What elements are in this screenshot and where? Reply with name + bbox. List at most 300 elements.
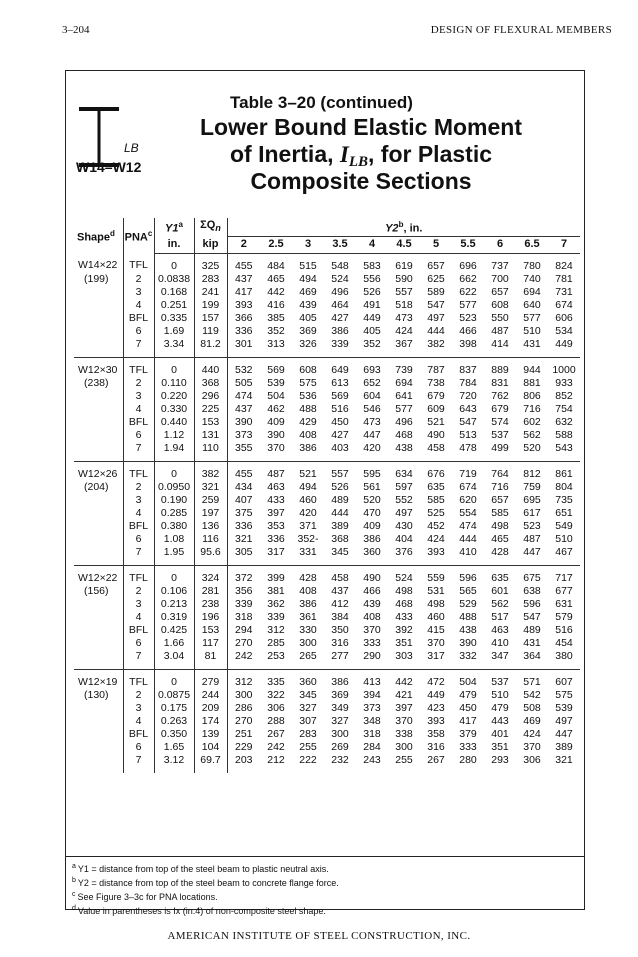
ilb-cell: 203 xyxy=(234,753,253,766)
ilb-cell: 409 xyxy=(267,415,285,428)
pna-cell: 4 xyxy=(123,507,154,520)
ilb-cell: 330 xyxy=(299,623,317,636)
pna-cell: 3 xyxy=(123,598,154,611)
shape-cell: W12×26 xyxy=(74,461,123,481)
ilb-cell: 525 xyxy=(427,506,445,519)
shape-cell xyxy=(74,754,123,773)
ilb-cell: 516 xyxy=(555,623,573,636)
ilb-cell: 577 xyxy=(395,402,413,415)
pna-cell: BFL xyxy=(123,416,154,429)
ilb-cell: 442 xyxy=(395,675,413,688)
sumqn-cell: 209 xyxy=(194,702,227,715)
ilb-cell: 371 xyxy=(299,519,317,532)
table-row xyxy=(74,286,580,299)
table-row xyxy=(74,273,580,286)
table-row xyxy=(74,403,580,416)
ilb-cell: 335 xyxy=(267,675,285,688)
ilb-cell: 675 xyxy=(523,571,541,584)
sumqn-cell: 131 xyxy=(194,429,227,442)
y1-cell: 0.330 xyxy=(154,403,194,416)
ilb-cell: 468 xyxy=(395,597,413,610)
ilb-cell: 504 xyxy=(267,389,285,402)
footnote: $^b$ Y2 = distance from top of the steel beam to concrete flange force. xyxy=(72,877,339,888)
sumqn-cell: 69.7 xyxy=(194,754,227,773)
table-row xyxy=(74,357,580,377)
ilb-cell: 386 xyxy=(299,597,317,610)
ilb-cell: 269 xyxy=(331,740,349,753)
ilb-cell: 277 xyxy=(324,650,356,670)
table-title-line3: Composite Sections xyxy=(250,168,472,194)
ilb-cell: 368 xyxy=(331,532,349,545)
ilb-cell: 267 xyxy=(427,753,445,766)
ilb-cell: 338 xyxy=(395,727,413,740)
col-y2-value: 7 xyxy=(548,236,580,253)
footnote: $^c$ See Figure 3–3c for PNA locations. xyxy=(72,891,218,902)
shape-cell xyxy=(74,494,123,507)
ilb-cell: 595 xyxy=(363,467,381,480)
ilb-cell: 336 xyxy=(234,324,253,337)
ilb-cell: 397 xyxy=(267,506,285,519)
ilb-cell: 285 xyxy=(267,636,285,649)
ilb-cell: 417 xyxy=(459,714,477,727)
ilb-symbol: $I_{LB}$ xyxy=(339,142,369,170)
ilb-cell: 484 xyxy=(267,259,285,272)
ilb-cell: 339 xyxy=(324,338,356,358)
shape-cell: W12×22 xyxy=(74,565,123,585)
col-pna: PNA$^c$ xyxy=(123,218,154,253)
ilb-cell: 933 xyxy=(555,376,573,389)
ilb-cell: 579 xyxy=(555,610,573,623)
y1-cell: 0.110 xyxy=(154,377,194,390)
col-shape: Shape$^d$ xyxy=(74,218,123,253)
ilb-cell: 397 xyxy=(395,701,413,714)
ilb-cell: 1000 xyxy=(552,363,576,376)
ilb-cell: 407 xyxy=(234,493,253,506)
ilb-cell: 473 xyxy=(363,415,381,428)
ilb-cell: 489 xyxy=(523,623,541,636)
ilb-cell: 569 xyxy=(331,389,349,402)
footnote: $^d$ Value in parentheses is Ix (in.4) of non-composite steel shape. xyxy=(72,905,326,916)
ilb-cell: 532 xyxy=(234,363,253,376)
ilb-cell: 318 xyxy=(363,727,381,740)
ilb-cell: 370 xyxy=(395,714,413,727)
ilb-cell: 466 xyxy=(363,584,381,597)
ilb-cell: 607 xyxy=(555,675,573,688)
ilb-cell: 488 xyxy=(459,610,477,623)
ilb-cell: 720 xyxy=(459,389,477,402)
ilb-cell: 369 xyxy=(299,324,317,337)
pna-cell: 3 xyxy=(123,702,154,715)
ilb-cell: 837 xyxy=(459,363,477,376)
shape-cell xyxy=(74,442,123,462)
ilb-cell: 393 xyxy=(234,298,253,311)
shape-cell xyxy=(74,520,123,533)
sumqn-cell: 117 xyxy=(194,637,227,650)
pna-cell: 3 xyxy=(123,286,154,299)
sumqn-cell: 225 xyxy=(194,403,227,416)
y1-cell: 0 xyxy=(154,461,194,481)
ilb-cell: 781 xyxy=(555,272,573,285)
pna-cell: TFL xyxy=(123,253,154,273)
ilb-cell: 554 xyxy=(459,506,477,519)
table-row xyxy=(74,299,580,312)
ilb-cell: 676 xyxy=(427,467,445,480)
ilb-cell: 634 xyxy=(395,467,413,480)
pna-cell: TFL xyxy=(123,669,154,689)
col-y2-value: 3 xyxy=(292,236,324,253)
y1-cell: 0.285 xyxy=(154,507,194,520)
ilb-cell: 470 xyxy=(363,506,381,519)
ilb-cell: 679 xyxy=(491,402,509,415)
ilb-cell: 345 xyxy=(299,688,317,701)
ilb-cell: 657 xyxy=(427,259,445,272)
ilb-cell: 489 xyxy=(331,493,349,506)
table-row xyxy=(74,429,580,442)
y1-cell: 0.0875 xyxy=(154,689,194,702)
ilb-cell: 389 xyxy=(331,519,349,532)
sumqn-cell: 81 xyxy=(194,650,227,670)
ilb-cell: 455 xyxy=(234,467,253,480)
y1-cell: 1.65 xyxy=(154,741,194,754)
ilb-cell: 497 xyxy=(555,714,573,727)
table-row xyxy=(74,312,580,325)
table-row xyxy=(74,520,580,533)
ilb-cell: 390 xyxy=(267,428,285,441)
ilb-cell: 450 xyxy=(331,415,349,428)
ilb-cell: 288 xyxy=(267,714,285,727)
ilb-cell: 557 xyxy=(395,285,413,298)
ilb-cell: 449 xyxy=(427,688,445,701)
ilb-cell: 376 xyxy=(388,546,420,566)
shape-range: W14–W12 xyxy=(76,159,142,175)
ilb-cell: 447 xyxy=(555,727,573,740)
ilb-cell: 349 xyxy=(331,701,349,714)
ilb-cell: 473 xyxy=(395,311,413,324)
ilb-cell: 640 xyxy=(523,298,541,311)
col-y2-value: 2 xyxy=(227,236,260,253)
ilb-cell: 438 xyxy=(388,442,420,462)
table-row xyxy=(74,702,580,715)
col-y2-value: 4.5 xyxy=(388,236,420,253)
ilb-cell: 529 xyxy=(459,597,477,610)
ilb-cell: 498 xyxy=(491,519,509,532)
ilb-cell: 635 xyxy=(427,480,445,493)
ilb-cell: 759 xyxy=(523,480,541,493)
pna-cell: 6 xyxy=(123,741,154,754)
ilb-cell: 399 xyxy=(267,571,285,584)
y1-cell: 0 xyxy=(154,253,194,273)
pna-cell: 2 xyxy=(123,585,154,598)
table-row xyxy=(74,533,580,546)
ilb-cell: 518 xyxy=(395,298,413,311)
table-row xyxy=(74,461,580,481)
page-number: 3–204 xyxy=(62,24,90,36)
ilb-cell: 265 xyxy=(292,650,324,670)
ilb-cell: 505 xyxy=(234,376,253,389)
ilb-cell: 455 xyxy=(234,259,253,272)
sumqn-cell: 119 xyxy=(194,325,227,338)
ilb-cell: 394 xyxy=(363,688,381,701)
ilb-cell: 444 xyxy=(427,324,445,337)
ilb-cell: 504 xyxy=(459,675,477,688)
ilb-cell: 804 xyxy=(555,480,573,493)
y1-cell: 1.69 xyxy=(154,325,194,338)
ilb-cell: 556 xyxy=(363,272,381,285)
ilb-cell: 490 xyxy=(363,571,381,584)
ilb-cell: 458 xyxy=(420,442,452,462)
ilb-cell: 635 xyxy=(491,571,509,584)
ilb-cell: 353 xyxy=(267,519,285,532)
sumqn-cell: 368 xyxy=(194,377,227,390)
table-row xyxy=(74,377,580,390)
ilb-cell: 716 xyxy=(491,480,509,493)
ilb-cell: 364 xyxy=(516,650,548,670)
ilb-cell: 881 xyxy=(523,376,541,389)
ilb-cell: 370 xyxy=(260,442,292,462)
ilb-cell: 574 xyxy=(491,415,509,428)
y1-cell: 1.94 xyxy=(154,442,194,462)
ilb-cell: 417 xyxy=(234,285,253,298)
pna-cell: 6 xyxy=(123,637,154,650)
ilb-cell: 526 xyxy=(331,480,349,493)
ilb-cell: 421 xyxy=(395,688,413,701)
table-row xyxy=(74,637,580,650)
y1-cell: 0 xyxy=(154,669,194,689)
ilb-cell: 739 xyxy=(395,363,413,376)
ilb-cell: 370 xyxy=(363,623,381,636)
ilb-cell: 358 xyxy=(427,727,445,740)
ilb-cell: 537 xyxy=(491,675,509,688)
ilb-cell: 463 xyxy=(491,623,509,636)
ilb-cell: 562 xyxy=(523,428,541,441)
ilb-cell: 625 xyxy=(427,272,445,285)
y1-cell: 0.319 xyxy=(154,611,194,624)
ilb-cell: 889 xyxy=(491,363,509,376)
pna-cell: 4 xyxy=(123,299,154,312)
pna-cell: BFL xyxy=(123,312,154,325)
pna-cell: 7 xyxy=(123,650,154,670)
shape-cell xyxy=(74,390,123,403)
ilb-cell: 460 xyxy=(427,610,445,623)
ilb-cell: 487 xyxy=(491,324,509,337)
table-row xyxy=(74,689,580,702)
y1-cell: 1.66 xyxy=(154,637,194,650)
ilb-cell: 452 xyxy=(427,519,445,532)
ilb-cell: 408 xyxy=(299,584,317,597)
sumqn-cell: 104 xyxy=(194,741,227,754)
pna-cell: 2 xyxy=(123,689,154,702)
y1-cell: 0.251 xyxy=(154,299,194,312)
ilb-cell: 267 xyxy=(267,727,285,740)
ilb-cell: 852 xyxy=(555,389,573,402)
table-row xyxy=(74,546,580,566)
page-footer: AMERICAN INSTITUTE OF STEEL CONSTRUCTION, INC. xyxy=(167,930,471,942)
shape-cell: W12×19 xyxy=(74,669,123,689)
ilb-cell: 356 xyxy=(234,584,253,597)
ilb-cell: 543 xyxy=(548,442,580,462)
ilb-cell: 695 xyxy=(523,493,541,506)
ilb-cell: 638 xyxy=(523,584,541,597)
sumqn-cell: 174 xyxy=(194,715,227,728)
shape-cell xyxy=(74,338,123,358)
ilb-cell: 450 xyxy=(459,701,477,714)
ilb-cell: 439 xyxy=(299,298,317,311)
y1-cell: 0.0838 xyxy=(154,273,194,286)
i-beam-icon xyxy=(79,107,119,167)
ilb-cell: 588 xyxy=(555,428,573,441)
ilb-cell: 351 xyxy=(395,636,413,649)
y1-cell: 1.95 xyxy=(154,546,194,566)
sumqn-cell: 382 xyxy=(194,461,227,481)
ilb-cell: 449 xyxy=(363,311,381,324)
ilb-cell: 336 xyxy=(267,532,285,545)
ilb-cell: 379 xyxy=(459,727,477,740)
ilb-cell: 520 xyxy=(516,442,548,462)
ilb-cell: 531 xyxy=(427,584,445,597)
table-row xyxy=(74,325,580,338)
ilb-cell: 438 xyxy=(459,623,477,636)
ilb-cell: 352 xyxy=(267,324,285,337)
ilb-cell: 405 xyxy=(363,324,381,337)
ilb-cell: 333 xyxy=(363,636,381,649)
ilb-cell: 415 xyxy=(427,623,445,636)
ilb-cell: 569 xyxy=(267,363,285,376)
sumqn-cell: 244 xyxy=(194,689,227,702)
ilb-cell: 413 xyxy=(363,675,381,688)
col-y1: Y1$^a$ xyxy=(154,218,194,236)
ilb-cell: 316 xyxy=(331,636,349,649)
y1-cell: 0.380 xyxy=(154,520,194,533)
y1-cell: 0.168 xyxy=(154,286,194,299)
ilb-cell: 381 xyxy=(267,584,285,597)
ilb-cell: 498 xyxy=(427,597,445,610)
table-row xyxy=(74,442,580,462)
ilb-cell: 585 xyxy=(427,493,445,506)
ilb-cell: 604 xyxy=(363,389,381,402)
ilb-cell: 583 xyxy=(363,259,381,272)
ilb-cell: 414 xyxy=(484,338,516,358)
ilb-cell: 352- xyxy=(297,532,319,545)
ilb-cell: 784 xyxy=(459,376,477,389)
ilb-cell: 442 xyxy=(267,285,285,298)
ilb-cell: 693 xyxy=(363,363,381,376)
ilb-cell: 465 xyxy=(491,532,509,545)
sumqn-cell: 281 xyxy=(194,585,227,598)
ilb-cell: 694 xyxy=(395,376,413,389)
ilb-cell: 620 xyxy=(459,493,477,506)
ilb-cell: 521 xyxy=(427,415,445,428)
ilb-cell: 510 xyxy=(491,688,509,701)
ilb-cell: 812 xyxy=(523,467,541,480)
ilb-cell: 380 xyxy=(548,650,580,670)
ilb-cell: 496 xyxy=(395,415,413,428)
ilb-cell: 537 xyxy=(491,428,509,441)
shape-cell xyxy=(74,325,123,338)
shape-cell xyxy=(74,507,123,520)
ilb-cell: 332 xyxy=(452,650,484,670)
ilb-cell: 424 xyxy=(427,532,445,545)
ilb-cell: 429 xyxy=(299,415,317,428)
sumqn-cell: 283 xyxy=(194,273,227,286)
ilb-cell: 352 xyxy=(356,338,388,358)
ilb-cell: 386 xyxy=(331,324,349,337)
ilb-cell: 643 xyxy=(459,402,477,415)
pna-cell: 7 xyxy=(123,546,154,566)
ilb-cell: 601 xyxy=(491,584,509,597)
running-title: DESIGN OF FLEXURAL MEMBERS xyxy=(430,24,612,36)
ilb-cell: 737 xyxy=(491,259,509,272)
shape-cell xyxy=(74,715,123,728)
ilb-cell: 590 xyxy=(395,272,413,285)
ilb-cell: 431 xyxy=(516,338,548,358)
ilb-cell: 416 xyxy=(267,298,285,311)
ilb-cell: 270 xyxy=(234,636,253,649)
ilb-cell: 327 xyxy=(299,701,317,714)
ilb-cell: 472 xyxy=(427,675,445,688)
ilb-cell: 468 xyxy=(395,428,413,441)
ilb-cell: 547 xyxy=(523,610,541,623)
ilb-cell: 339 xyxy=(234,597,253,610)
table-row xyxy=(74,754,580,773)
table-row xyxy=(74,585,580,598)
ilb-cell: 754 xyxy=(555,402,573,415)
ilb-cell: 735 xyxy=(555,493,573,506)
pna-cell: 7 xyxy=(123,754,154,773)
ilb-cell: 657 xyxy=(491,493,509,506)
ilb-cell: 780 xyxy=(523,259,541,272)
y1-cell: 0.440 xyxy=(154,416,194,429)
ilb-cell: 460 xyxy=(299,493,317,506)
shape-cell xyxy=(74,637,123,650)
ilb-cell: 322 xyxy=(267,688,285,701)
ilb-cell: 286 xyxy=(234,701,253,714)
ilb-cell: 361 xyxy=(299,610,317,623)
pna-cell: 7 xyxy=(123,442,154,462)
ilb-cell: 293 xyxy=(491,753,509,766)
ilb-cell: 597 xyxy=(395,480,413,493)
ilb-cell: 762 xyxy=(491,389,509,402)
ilb-cell: 382 xyxy=(420,338,452,358)
ilb-cell: 390 xyxy=(459,636,477,649)
ilb-cell: 370 xyxy=(427,636,445,649)
ilb-cell: 424 xyxy=(523,727,541,740)
ilb-cell: 479 xyxy=(459,688,477,701)
ilb-cell: 370 xyxy=(523,740,541,753)
ilb-cell: 313 xyxy=(260,338,292,358)
ilb-cell: 412 xyxy=(331,597,349,610)
ilb-cell: 474 xyxy=(459,519,477,532)
ilb-cell: 389 xyxy=(555,740,573,753)
ilb-cell: 369 xyxy=(331,688,349,701)
pna-cell: 2 xyxy=(123,377,154,390)
ilb-cell: 255 xyxy=(299,740,317,753)
ilb-cell: 420 xyxy=(299,506,317,519)
shape-cell: (238) xyxy=(74,377,123,390)
ilb-cell: 510 xyxy=(555,532,573,545)
ilb-cell: 662 xyxy=(459,272,477,285)
table-frame xyxy=(65,70,585,916)
ilb-cell: 469 xyxy=(299,285,317,298)
table-row xyxy=(74,253,580,273)
ilb-cell: 307 xyxy=(299,714,317,727)
ilb-cell: 300 xyxy=(234,688,253,701)
ilb-cell: 439 xyxy=(363,597,381,610)
ilb-cell: 444 xyxy=(459,532,477,545)
shape-cell xyxy=(74,624,123,637)
col-y2: Y2$^b$, in. xyxy=(227,218,580,236)
ilb-cell: 437 xyxy=(331,584,349,597)
ilb-cell: 345 xyxy=(324,546,356,566)
